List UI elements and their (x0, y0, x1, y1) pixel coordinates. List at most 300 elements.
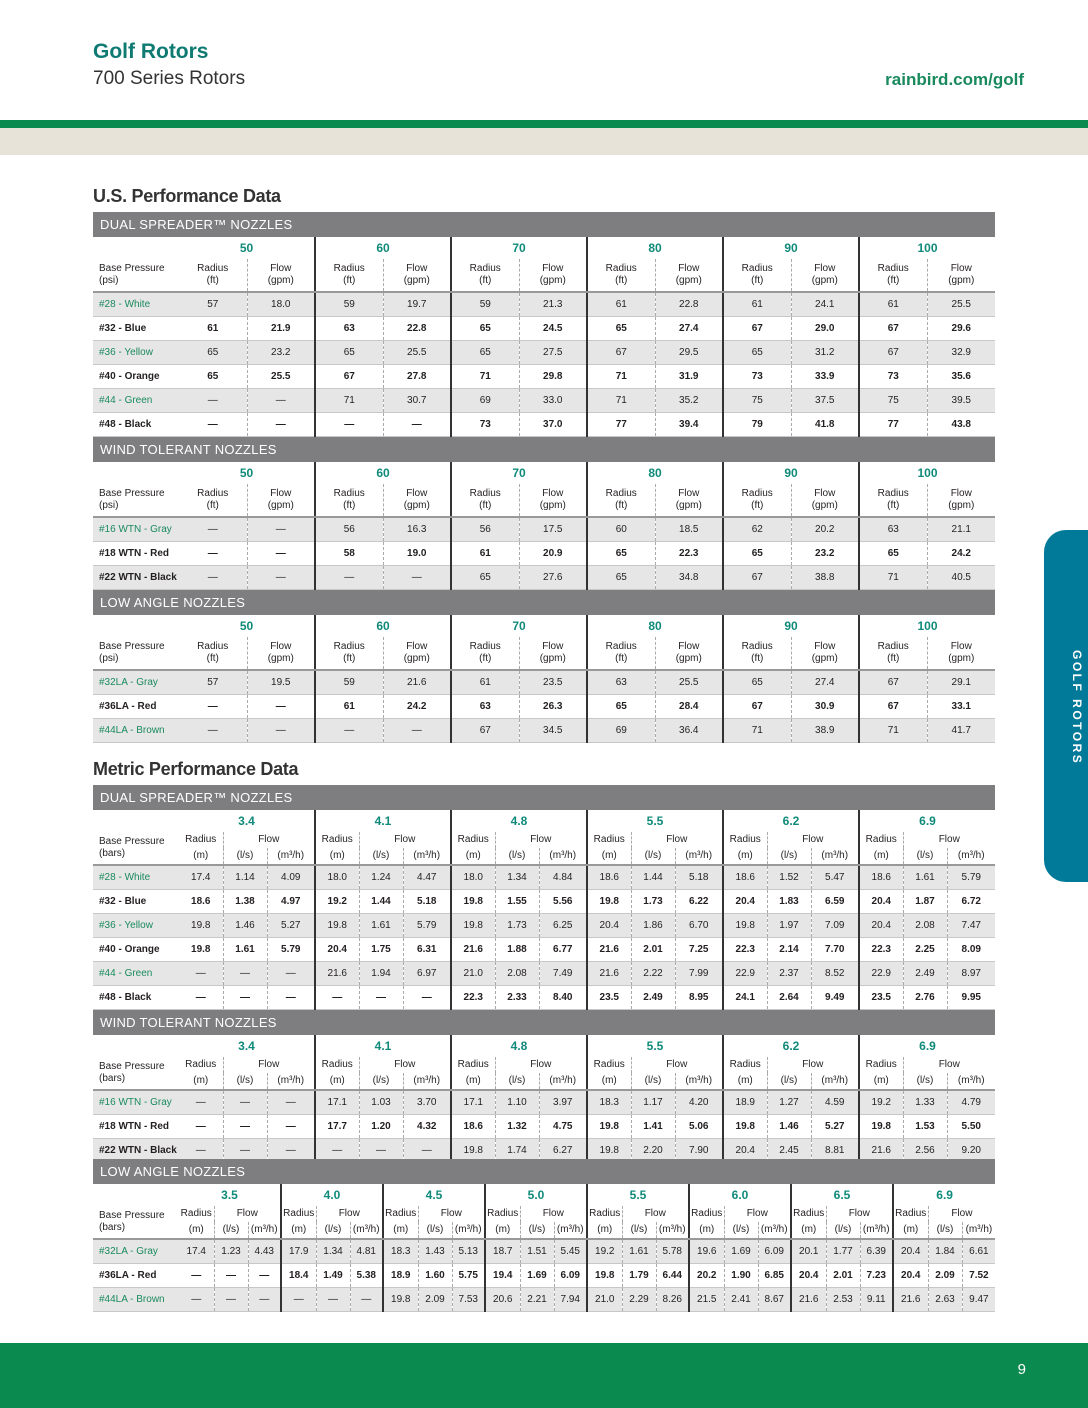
data-cell: 61 (179, 317, 247, 341)
data-cell: 1.61 (359, 914, 403, 938)
data-cell: — (223, 986, 267, 1010)
nozzle-label: #18 WTN - Red (93, 542, 179, 566)
data-cell: 57 (179, 292, 247, 317)
flow-ls-unit: (l/s) (223, 848, 267, 865)
data-cell: 65 (451, 566, 519, 590)
data-cell: 33.1 (927, 695, 995, 719)
data-cell: 6.39 (860, 1239, 893, 1264)
data-cell: 31.2 (791, 341, 859, 365)
data-cell: 59 (451, 292, 519, 317)
data-cell: 38.9 (791, 719, 859, 743)
pressure-label: 6.9 (859, 810, 995, 832)
column-header-row (93, 637, 995, 670)
data-cell: — (315, 413, 383, 437)
data-cell: 5.13 (452, 1239, 485, 1264)
table-row (93, 517, 995, 542)
data-cell: 17.4 (179, 1239, 214, 1264)
data-cell: 23.2 (247, 341, 315, 365)
nozzle-label: #48 - Black (93, 986, 179, 1010)
flow-m3h-unit: (m³/h) (452, 1222, 485, 1239)
flow-m3h-unit: (m³/h) (403, 1073, 451, 1090)
data-cell: — (315, 566, 383, 590)
data-cell: 1.34 (316, 1239, 350, 1264)
section-bar-wind (93, 1010, 995, 1036)
radius-header: Radius (ft) (451, 259, 519, 292)
table-row (93, 317, 995, 341)
data-cell: 8.81 (811, 1139, 859, 1163)
blank-cell (93, 237, 179, 259)
data-cell: 23.2 (791, 542, 859, 566)
data-cell: 29.1 (927, 670, 995, 695)
flow-m3h-unit: (m³/h) (758, 1222, 791, 1239)
data-cell: 33.9 (791, 365, 859, 389)
pressure-label: 60 (315, 237, 451, 259)
pressure-row (93, 615, 995, 637)
data-cell: 20.4 (791, 1264, 826, 1288)
data-cell: 7.25 (675, 938, 723, 962)
data-cell: — (179, 1139, 223, 1163)
pressure-label: 6.9 (893, 1184, 995, 1206)
data-cell: — (247, 517, 315, 542)
data-cell: 6.77 (539, 938, 587, 962)
radius-unit: (m) (859, 1073, 903, 1090)
blank-cell (93, 1035, 179, 1057)
data-cell: 1.73 (495, 914, 539, 938)
data-cell: — (248, 1264, 281, 1288)
data-cell: 24.2 (383, 695, 451, 719)
table-row (93, 566, 995, 590)
data-cell: 1.32 (495, 1115, 539, 1139)
data-cell: 63 (451, 695, 519, 719)
radius-header: Radius (383, 1206, 418, 1222)
data-cell: — (267, 986, 315, 1010)
flow-header: Flow (gpm) (519, 637, 587, 670)
data-cell: 17.9 (281, 1239, 316, 1264)
blank-cell (93, 462, 179, 484)
data-cell: 67 (859, 341, 927, 365)
data-cell: 5.18 (675, 865, 723, 890)
radius-header: Radius (485, 1206, 520, 1222)
data-cell: 56 (451, 517, 519, 542)
data-cell: 67 (723, 566, 791, 590)
flow-header: Flow (767, 1057, 859, 1073)
pressure-label: 70 (451, 615, 587, 637)
flow-ls-unit: (l/s) (767, 848, 811, 865)
data-cell: — (316, 1288, 350, 1312)
pressure-label: 4.1 (315, 810, 451, 832)
data-cell: 4.75 (539, 1115, 587, 1139)
data-cell: 19.2 (315, 890, 359, 914)
flow-ls-unit: (l/s) (495, 848, 539, 865)
data-cell: 18.9 (383, 1264, 418, 1288)
data-cell: — (247, 542, 315, 566)
data-cell: 4.20 (675, 1090, 723, 1115)
table-row (93, 542, 995, 566)
data-cell: 1.23 (214, 1239, 248, 1264)
flow-header: Flow (903, 832, 995, 848)
flow-header: Flow (359, 832, 451, 848)
data-cell: 2.14 (767, 938, 811, 962)
data-cell: 21.6 (587, 962, 631, 986)
data-cell: 30.9 (791, 695, 859, 719)
data-cell: 58 (315, 542, 383, 566)
data-cell: 21.6 (791, 1288, 826, 1312)
data-cell: 8.52 (811, 962, 859, 986)
data-cell: — (359, 986, 403, 1010)
data-cell: 75 (859, 389, 927, 413)
blank-cell (93, 810, 179, 832)
column-unit-row (93, 1073, 995, 1090)
pressure-label: 3.4 (238, 1039, 255, 1053)
flow-header: Flow (gpm) (927, 259, 995, 292)
data-cell: 62 (723, 517, 791, 542)
pressure-label: 5.5 (587, 810, 723, 832)
pressure-label: 70 (451, 462, 587, 484)
radius-unit: (m) (723, 848, 767, 865)
header-url-link[interactable]: rainbird.com/golf (885, 70, 1024, 89)
data-cell: — (267, 1090, 315, 1115)
data-cell: 1.69 (520, 1264, 554, 1288)
us-section-title: U.S. Performance Data (93, 186, 281, 206)
data-cell: 19.5 (247, 670, 315, 695)
data-cell: 4.59 (811, 1090, 859, 1115)
pressure-label: 5.5 (587, 1184, 689, 1206)
data-cell: 17.5 (519, 517, 587, 542)
flow-ls-unit: (l/s) (903, 848, 947, 865)
radius-header: Radius (ft) (587, 259, 655, 292)
data-cell: 21.3 (519, 292, 587, 317)
pressure-label: 70 (451, 237, 587, 259)
data-cell: 18.6 (179, 890, 223, 914)
data-cell: 67 (723, 695, 791, 719)
data-cell: 2.21 (520, 1288, 554, 1312)
flow-header: Flow (gpm) (383, 637, 451, 670)
section-bar-title: WIND TOLERANT NOZZLES (93, 437, 995, 463)
data-cell: 1.61 (903, 865, 947, 890)
data-cell: 4.81 (350, 1239, 383, 1264)
data-cell: 18.3 (587, 1090, 631, 1115)
data-cell: 2.08 (903, 914, 947, 938)
pressure-label: 90 (723, 237, 859, 259)
blank-cell (93, 1184, 179, 1206)
table-row (93, 389, 995, 413)
data-cell: 61 (451, 670, 519, 695)
data-cell: — (247, 695, 315, 719)
metric-low-angle-table (93, 1159, 995, 1312)
data-cell: 73 (859, 365, 927, 389)
table-row (93, 719, 995, 743)
data-cell: 1.14 (223, 865, 267, 890)
data-cell: 18.4 (281, 1264, 316, 1288)
nozzle-label: #44 - Green (93, 389, 179, 413)
data-cell: 26.3 (519, 695, 587, 719)
data-cell: 2.22 (631, 962, 675, 986)
data-cell: 9.11 (860, 1288, 893, 1312)
data-cell: — (403, 986, 451, 1010)
nozzle-label: #36 - Yellow (93, 914, 179, 938)
data-cell: 7.70 (811, 938, 859, 962)
data-cell: 7.49 (539, 962, 587, 986)
data-cell: 35.6 (927, 365, 995, 389)
data-cell: — (223, 1115, 267, 1139)
data-cell: 1.20 (359, 1115, 403, 1139)
flow-header: Flow (631, 832, 723, 848)
data-cell: 2.01 (631, 938, 675, 962)
data-cell: — (267, 1115, 315, 1139)
data-cell: 20.4 (859, 914, 903, 938)
nozzle-label: #16 WTN - Gray (93, 1090, 179, 1115)
data-cell: — (179, 517, 247, 542)
data-cell: 1.24 (359, 865, 403, 890)
nozzle-label: #32 - Blue (93, 890, 179, 914)
section-bar-title: WIND TOLERANT NOZZLES (93, 1010, 995, 1036)
data-cell: — (223, 1090, 267, 1115)
table-row (93, 365, 995, 389)
pressure-label: 6.0 (689, 1184, 791, 1206)
flow-header: Flow (928, 1206, 995, 1222)
data-cell: 19.8 (451, 890, 495, 914)
pressure-label: 5.0 (485, 1184, 587, 1206)
data-cell: 67 (859, 670, 927, 695)
data-cell: 18.7 (485, 1239, 520, 1264)
data-cell: 1.55 (495, 890, 539, 914)
data-cell: 6.70 (675, 914, 723, 938)
data-cell: 33.0 (519, 389, 587, 413)
data-cell: 18.6 (723, 865, 767, 890)
data-cell: 5.27 (811, 1115, 859, 1139)
data-cell: 22.9 (859, 962, 903, 986)
data-cell: 56 (315, 517, 383, 542)
data-cell: 2.08 (495, 962, 539, 986)
data-cell: — (214, 1264, 248, 1288)
pressure-label: 4.5 (383, 1184, 485, 1206)
radius-unit: (m) (179, 848, 223, 865)
data-cell: 65 (451, 317, 519, 341)
nozzle-label: #28 - White (93, 865, 179, 890)
flow-m3h-unit: (m³/h) (267, 848, 315, 865)
data-cell: 1.33 (903, 1090, 947, 1115)
data-cell: 20.4 (315, 938, 359, 962)
pressure-label: 90 (723, 462, 859, 484)
data-cell: — (383, 566, 451, 590)
header-subtitle: 700 Series Rotors (93, 68, 246, 89)
data-cell: 20.4 (587, 914, 631, 938)
data-cell: — (247, 719, 315, 743)
data-cell: 5.38 (350, 1264, 383, 1288)
nozzle-label: #18 WTN - Red (93, 1115, 179, 1139)
flow-m3h-unit: (m³/h) (675, 848, 723, 865)
radius-header: Radius (185, 1059, 217, 1070)
nozzle-label: #32LA - Gray (93, 670, 179, 695)
data-cell: 19.4 (485, 1264, 520, 1288)
data-cell: 22.3 (451, 986, 495, 1010)
data-cell: 32.9 (927, 341, 995, 365)
flow-m3h-unit: (m³/h) (947, 1073, 995, 1090)
flow-header: Flow (495, 1057, 587, 1073)
flow-header: Flow (520, 1206, 587, 1222)
data-cell: 27.4 (791, 670, 859, 695)
radius-header: Radius (893, 1206, 928, 1222)
data-cell: — (281, 1288, 316, 1312)
pressure-label: 4.0 (281, 1184, 383, 1206)
data-cell: 71 (859, 566, 927, 590)
data-cell: 36.4 (655, 719, 723, 743)
data-cell: 6.97 (403, 962, 451, 986)
data-cell: 1.74 (495, 1139, 539, 1163)
flow-ls-unit: (l/s) (928, 1222, 962, 1239)
data-cell: 2.29 (622, 1288, 656, 1312)
flow-ls-unit: (l/s) (903, 1073, 947, 1090)
data-cell: 19.8 (587, 1264, 622, 1288)
data-cell: 9.20 (947, 1139, 995, 1163)
data-cell: 4.79 (947, 1090, 995, 1115)
radius-unit: (m) (179, 1222, 214, 1239)
flow-ls-unit: (l/s) (826, 1222, 860, 1239)
data-cell: 57 (179, 670, 247, 695)
data-cell: 41.8 (791, 413, 859, 437)
data-cell: 23.5 (859, 986, 903, 1010)
data-cell: 8.67 (758, 1288, 791, 1312)
data-cell: 2.20 (631, 1139, 675, 1163)
data-cell: — (179, 962, 223, 986)
data-cell: 25.5 (655, 670, 723, 695)
radius-header: Radius (ft) (179, 259, 247, 292)
data-cell: 19.2 (587, 1239, 622, 1264)
nozzle-label: #22 WTN - Black (93, 566, 179, 590)
flow-header: Flow (767, 832, 859, 848)
section-bar-low (93, 1159, 995, 1184)
data-cell: 73 (723, 365, 791, 389)
data-cell: 20.4 (723, 890, 767, 914)
data-cell: 5.18 (403, 890, 451, 914)
data-cell: 6.09 (758, 1239, 791, 1264)
flow-ls-unit: (l/s) (724, 1222, 758, 1239)
section-bar-title: LOW ANGLE NOZZLES (93, 1159, 995, 1184)
flow-header: Flow (gpm) (519, 259, 587, 292)
data-cell: 27.8 (383, 365, 451, 389)
data-cell: — (179, 566, 247, 590)
flow-header: Flow (gpm) (247, 484, 315, 517)
data-cell: — (179, 719, 247, 743)
nozzle-label: #40 - Orange (93, 365, 179, 389)
data-cell: 65 (179, 341, 247, 365)
data-cell: 19.8 (383, 1288, 418, 1312)
data-cell: 9.49 (811, 986, 859, 1010)
data-cell: 7.23 (860, 1264, 893, 1288)
radius-header: Radius (ft) (451, 637, 519, 670)
data-cell: 39.4 (655, 413, 723, 437)
pressure-row (93, 810, 995, 832)
data-cell: 19.0 (383, 542, 451, 566)
data-cell: 19.8 (723, 1115, 767, 1139)
data-cell: 27.4 (655, 317, 723, 341)
flow-header: Flow (gpm) (791, 259, 859, 292)
data-cell: 65 (723, 341, 791, 365)
radius-unit: (m) (587, 1073, 631, 1090)
data-cell: 22.8 (655, 292, 723, 317)
data-cell: 35.2 (655, 389, 723, 413)
data-cell: — (179, 542, 247, 566)
pressure-label: 100 (859, 237, 995, 259)
data-cell: — (315, 1139, 359, 1163)
data-cell: 1.97 (767, 914, 811, 938)
base-pressure-header: Base Pressure (bars) (93, 832, 179, 865)
radius-header: Radius (ft) (859, 637, 927, 670)
base-pressure-header: Base Pressure (psi) (93, 637, 179, 670)
radius-header: Radius (587, 1057, 631, 1073)
data-cell: 37.5 (791, 389, 859, 413)
table-row (93, 1288, 995, 1312)
data-cell: 8.40 (539, 986, 587, 1010)
data-cell: — (214, 1288, 248, 1312)
pressure-label: 3.4 (238, 814, 255, 828)
data-cell: 20.2 (791, 517, 859, 542)
table-row (93, 1239, 995, 1264)
data-cell: 4.97 (267, 890, 315, 914)
radius-unit: (m) (893, 1222, 928, 1239)
data-cell: 61 (587, 292, 655, 317)
table-row (93, 292, 995, 317)
data-cell: 69 (587, 719, 655, 743)
table-row (93, 413, 995, 437)
data-cell: 5.56 (539, 890, 587, 914)
flow-m3h-unit: (m³/h) (947, 848, 995, 865)
data-cell: 4.32 (403, 1115, 451, 1139)
data-cell: 65 (587, 566, 655, 590)
data-cell: 41.7 (927, 719, 995, 743)
flow-header: Flow (gpm) (247, 259, 315, 292)
data-cell: 1.46 (223, 914, 267, 938)
data-cell: 6.27 (539, 1139, 587, 1163)
radius-unit: (m) (859, 848, 903, 865)
data-cell: 1.87 (903, 890, 947, 914)
table-row (93, 670, 995, 695)
data-cell: — (179, 695, 247, 719)
pressure-label: 6.2 (723, 810, 859, 832)
flow-m3h-unit: (m³/h) (539, 848, 587, 865)
nozzle-label: #40 - Orange (93, 938, 179, 962)
radius-header: Radius (ft) (315, 259, 383, 292)
data-cell: 77 (859, 413, 927, 437)
data-cell: 2.37 (767, 962, 811, 986)
data-cell: 2.63 (928, 1288, 962, 1312)
nozzle-label: #44LA - Brown (93, 1288, 179, 1312)
data-cell: 23.5 (587, 986, 631, 1010)
pressure-label: 3.5 (221, 1188, 238, 1202)
section-bar-low (93, 590, 995, 616)
radius-header: Radius (ft) (315, 637, 383, 670)
data-cell: 18.0 (451, 865, 495, 890)
data-cell: 7.47 (947, 914, 995, 938)
data-cell: 28.4 (655, 695, 723, 719)
pressure-label: 4.8 (451, 810, 587, 832)
data-cell: 1.73 (631, 890, 675, 914)
radius-header: Radius (587, 832, 631, 848)
data-cell: 5.47 (811, 865, 859, 890)
data-cell: 2.76 (903, 986, 947, 1010)
data-cell: 1.52 (767, 865, 811, 890)
pressure-label: 4.8 (451, 1035, 587, 1057)
flow-header: Flow (826, 1206, 893, 1222)
radius-header: Radius (723, 832, 767, 848)
data-cell: 5.50 (947, 1115, 995, 1139)
nozzle-label: #36LA - Red (93, 1264, 179, 1288)
flow-ls-unit: (l/s) (767, 1073, 811, 1090)
data-cell: 59 (315, 670, 383, 695)
data-cell: 19.8 (859, 1115, 903, 1139)
data-cell: 67 (315, 365, 383, 389)
data-cell: 2.09 (928, 1264, 962, 1288)
